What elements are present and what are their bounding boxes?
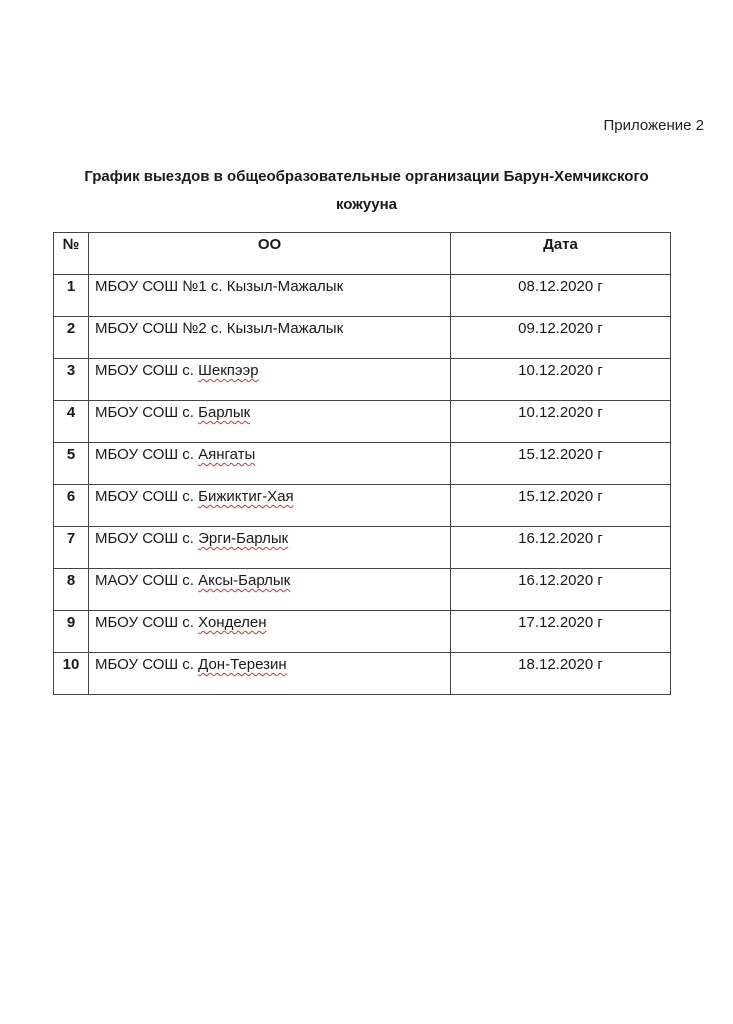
org-name: МБОУ СОШ с.	[95, 530, 199, 547]
row-num: 4	[54, 401, 89, 443]
row-org	[89, 653, 451, 695]
row-date: 10.12.2020 г	[451, 401, 671, 443]
table-row	[54, 359, 671, 401]
row-num: 7	[54, 527, 89, 569]
row-date: 15.12.2020 г	[451, 443, 671, 485]
appendix-label: Приложение 2	[603, 117, 704, 134]
row-date: 16.12.2020 г	[451, 569, 671, 611]
table-row	[54, 611, 671, 653]
table-row	[54, 569, 671, 611]
org-name: МАОУ СОШ с.	[95, 572, 199, 589]
row-org	[89, 275, 451, 317]
row-org	[89, 611, 451, 653]
row-num: 5	[54, 443, 89, 485]
row-num: 2	[54, 317, 89, 359]
table-row	[54, 443, 671, 485]
org-place: Аксы-Барлык	[198, 572, 291, 589]
org-name: МБОУ СОШ с.	[95, 362, 199, 379]
row-org	[89, 401, 451, 443]
row-num: 9	[54, 611, 89, 653]
org-place: Дон-Терезин	[198, 656, 287, 673]
org-place: Бижиктиг-Хая	[198, 488, 294, 505]
org-name: МБОУ СОШ с.	[95, 656, 199, 673]
row-date: 17.12.2020 г	[451, 611, 671, 653]
table-row	[54, 485, 671, 527]
row-num: 10	[54, 653, 89, 695]
row-org	[89, 359, 451, 401]
org-name: МБОУ СОШ с.	[95, 614, 199, 631]
title-line-1: График выездов в общеобразовательные организации Барун-Хемчикского	[84, 168, 649, 185]
row-org	[89, 485, 451, 527]
org-name: МБОУ СОШ №1 с. Кызыл-Мажалык	[95, 278, 344, 295]
org-name: МБОУ СОШ с.	[95, 446, 199, 463]
row-date: 08.12.2020 г	[451, 275, 671, 317]
row-org	[89, 527, 451, 569]
org-name: МБОУ СОШ с.	[95, 488, 199, 505]
table-row	[54, 527, 671, 569]
org-place: Шекпээр	[198, 362, 259, 379]
title-line-2: кожууна	[336, 196, 397, 213]
row-num: 8	[54, 569, 89, 611]
org-place: Аянгаты	[198, 446, 256, 463]
table-row	[54, 401, 671, 443]
table-header-row	[54, 233, 671, 275]
org-name: МБОУ СОШ с.	[95, 404, 199, 421]
row-date: 15.12.2020 г	[451, 485, 671, 527]
table-row	[54, 653, 671, 695]
org-place: Хонделен	[198, 614, 267, 631]
row-date: 10.12.2020 г	[451, 359, 671, 401]
row-date: 16.12.2020 г	[451, 527, 671, 569]
schedule-table	[53, 232, 671, 695]
org-place: Барлык	[198, 404, 251, 421]
org-place: Эрги-Барлык	[198, 530, 289, 547]
header-date: Дата	[451, 233, 671, 275]
header-org: ОО	[89, 233, 451, 275]
table-row	[54, 275, 671, 317]
header-num: №	[54, 233, 89, 275]
row-num: 1	[54, 275, 89, 317]
row-org	[89, 443, 451, 485]
row-num: 3	[54, 359, 89, 401]
row-date: 18.12.2020 г	[451, 653, 671, 695]
org-name: МБОУ СОШ №2 с. Кызыл-Мажалык	[95, 320, 344, 337]
row-org	[89, 569, 451, 611]
document-title	[40, 163, 693, 219]
row-num: 6	[54, 485, 89, 527]
table-row	[54, 317, 671, 359]
row-date: 09.12.2020 г	[451, 317, 671, 359]
row-org	[89, 317, 451, 359]
